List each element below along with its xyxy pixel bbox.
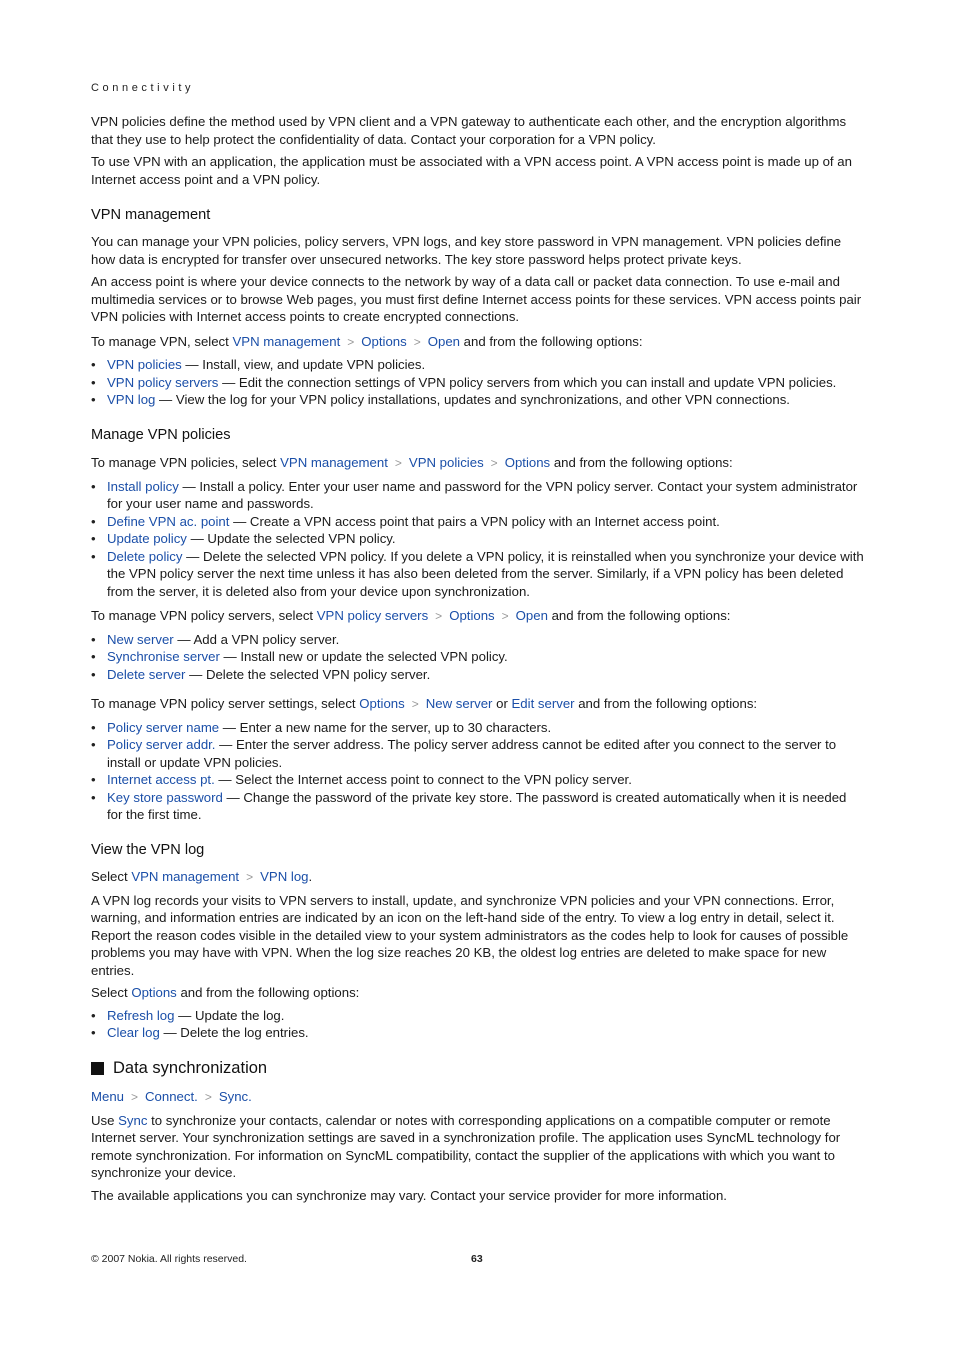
chevron-right-icon: > [394,456,402,470]
link-synchronise-server[interactable]: Synchronise server [107,649,220,664]
link-clear-log[interactable]: Clear log [107,1025,160,1040]
link-edit-server[interactable]: Edit server [511,696,575,711]
link-vpn-policies[interactable]: VPN policies [107,357,182,372]
manage-vpn-policies-section [91,426,865,824]
list-item: • Policy server name — Enter a new name for the server, up to 30 characters. [91,719,865,737]
chevron-right-icon: > [490,456,498,470]
link-vpn-management[interactable]: VPN management [232,333,341,349]
chevron-right-icon: > [501,609,509,623]
chevron-right-icon: > [246,870,254,884]
chevron-right-icon: > [347,334,355,349]
intro-paragraph-1: VPN policies define the method used by VPN client and a VPN gateway to authenticate each other, and the encryption algorithms that they use to help protect the confidentiality of data. Contact your corporation for a VPN policy. [91,114,847,147]
menu-path: To manage VPN, select VPN management > Options > Open and from the following options: [91,333,865,352]
link-options[interactable]: Options [504,455,551,470]
link-vpn-management[interactable]: VPN management [131,869,240,884]
paragraph: A VPN log records your visits to VPN servers to install, update, and synchronize VPN policies and your VPN connections. Error, warning, and information entries are indicated by an icon on the left-hand side of the entry. To view a log entry in detail, select it. Report the reason codes visible in the detailed view to your system administrators as the codes help to look for causes of possible problems you may have with VPN. When the log size reaches 20 KB, the oldest log entries are deleted to make space for new entries. [91,892,849,978]
options-list [91,631,865,684]
menu-path: To manage VPN policies, select VPN management > VPN policies > Options and from the following options: [91,454,865,473]
options-list [91,719,865,824]
link-vpn-policy-servers[interactable]: VPN policy servers [107,374,219,390]
chevron-right-icon: > [413,334,421,349]
paragraph: Use Sync to synchronize your contacts, calendar or notes with corresponding applications on a compatible computer or remote Internet server. Your synchronization settings are saved in a synchronization profile. The application uses SyncML technology for remote synchronization. For information on SyncML compatibility, contact the supplier of the applications with which you want to synchronize your device. [91,1112,841,1180]
intro [91,113,865,188]
link-vpn-log[interactable]: VPN log [260,869,309,884]
options-list [91,1007,865,1042]
view-vpn-log-section [91,841,865,1042]
list-item: • Refresh log — Update the log. [91,1007,865,1025]
menu-path: Select VPN management > VPN log. [91,868,865,887]
link-define-vpn-ac-point[interactable]: Define VPN ac. point [107,513,230,529]
section-heading: View the VPN log [91,842,205,858]
link-vpn-policies[interactable]: VPN policies [408,455,484,470]
link-new-server[interactable]: New server [425,696,493,711]
options-list [91,356,865,409]
link-options[interactable]: Options [449,608,495,623]
list-item: • Internet access pt. — Select the Internet access point to connect to the VPN policy server. [91,771,865,789]
menu-path [91,1088,865,1107]
chevron-right-icon: > [131,1090,139,1104]
list-item: • Install policy — Install a policy. Enter your user name and password for the VPN policy server. Contact your system administrator for your user name and passwords. [91,478,865,513]
link-open[interactable]: Open [427,333,460,349]
menu-path: To manage VPN policy servers, select VPN policy servers > Options > Open and from the following options: [91,607,865,626]
data-sync-section [91,1058,865,1204]
list-item: • Policy server addr. — Enter the server address. The policy server address cannot be edited after you connect to the server to install or update VPN policies. [91,736,865,771]
link-connect[interactable]: Connect. [145,1089,198,1104]
list-item: • Synchronise server — Install new or update the selected VPN policy. [91,648,865,666]
link-options[interactable]: Options [359,696,405,711]
paragraph: An access point is where your device connects to the network by way of a data call or packet data connection. To use e-mail and multimedia services or to browse Web pages, you must first define Internet access points for these services. VPN access points pair VPN policies with Internet access points to create encrypted connections. [91,274,862,324]
intro-paragraph-2: To use VPN with an application, the application must be associated with a VPN access point. A VPN access point is made up of an Internet access point and a VPN policy. [91,154,852,187]
page-number: 63 [471,1253,483,1265]
paragraph: You can manage your VPN policies, policy servers, VPN logs, and key store password in VPN management. VPN policies define how data is encrypted for transfer over unsecured networks. The key store password helps protect private keys. [91,234,842,267]
options-list [91,478,865,601]
link-vpn-management[interactable]: VPN management [280,455,388,470]
chevron-right-icon: > [435,609,443,623]
copyright: © 2007 Nokia. All rights reserved. [91,1253,247,1265]
link-vpn-policy-servers[interactable]: VPN policy servers [316,608,429,623]
running-head: Connectivity [91,82,195,94]
square-bullet-icon [91,1062,104,1075]
link-update-policy[interactable]: Update policy [107,531,187,546]
list-item: • Delete policy — Delete the selected VPN policy. If you delete a VPN policy, it is reinstalled when you synchronize your device with the VPN policy server the next time unless it has also been deleted from the server. Similarly, if a VPN policy has been deleted from the server, it is deleted also from your device upon synchronization. [91,548,865,601]
vpn-management-section [91,206,865,409]
link-policy-server-name[interactable]: Policy server name [107,719,220,735]
list-item: • New server — Add a VPN policy server. [91,631,865,649]
list-item: • Define VPN ac. point — Create a VPN access point that pairs a VPN policy with an Internet access point. [91,513,865,531]
link-open[interactable]: Open [515,608,548,623]
link-policy-server-addr[interactable]: Policy server addr. [107,737,216,752]
list-item: • Delete server — Delete the selected VPN policy server. [91,666,865,684]
list-item: • VPN policies — Install, view, and update VPN policies. [91,356,865,374]
menu-path: To manage VPN policy server settings, select Options > New server or Edit server and from the following options: [91,695,865,714]
link-delete-policy[interactable]: Delete policy [107,548,183,564]
link-refresh-log[interactable]: Refresh log [107,1007,175,1023]
list-item: • Clear log — Delete the log entries. [91,1024,865,1042]
link-menu[interactable]: Menu [91,1089,124,1104]
list-item: • Update policy — Update the selected VPN policy. [91,530,865,548]
link-new-server[interactable]: New server [107,631,174,647]
chevron-right-icon: > [411,697,419,711]
link-key-store-password[interactable]: Key store password [107,789,223,805]
link-sync-app[interactable]: Sync [118,1112,148,1128]
link-internet-access-pt[interactable]: Internet access pt. [107,772,215,787]
list-item: • VPN policy servers — Edit the connection settings of VPN policy servers from which you can install and update VPN policies. [91,374,865,392]
menu-path: Select Options and from the following options: [91,985,360,1000]
link-options[interactable]: Options [131,985,177,1000]
link-options[interactable]: Options [361,333,407,349]
chevron-right-icon: > [204,1090,212,1104]
link-delete-server[interactable]: Delete server [107,666,186,682]
link-vpn-log[interactable]: VPN log [107,392,156,407]
section-heading: Data synchronization [91,1058,865,1078]
link-sync[interactable]: Sync. [218,1089,252,1104]
list-item: • VPN log — View the log for your VPN policy installations, updates and synchronizations, and other VPN connections. [91,391,865,409]
section-heading: VPN management [91,207,211,223]
list-item: • Key store password — Change the password of the private key store. The password is created automatically when it is needed for the first time. [91,789,865,824]
section-heading: Manage VPN policies [91,427,231,443]
paragraph: The available applications you can synchronize may vary. Contact your service provider for more information. [91,1187,727,1203]
link-install-policy[interactable]: Install policy [107,478,179,494]
